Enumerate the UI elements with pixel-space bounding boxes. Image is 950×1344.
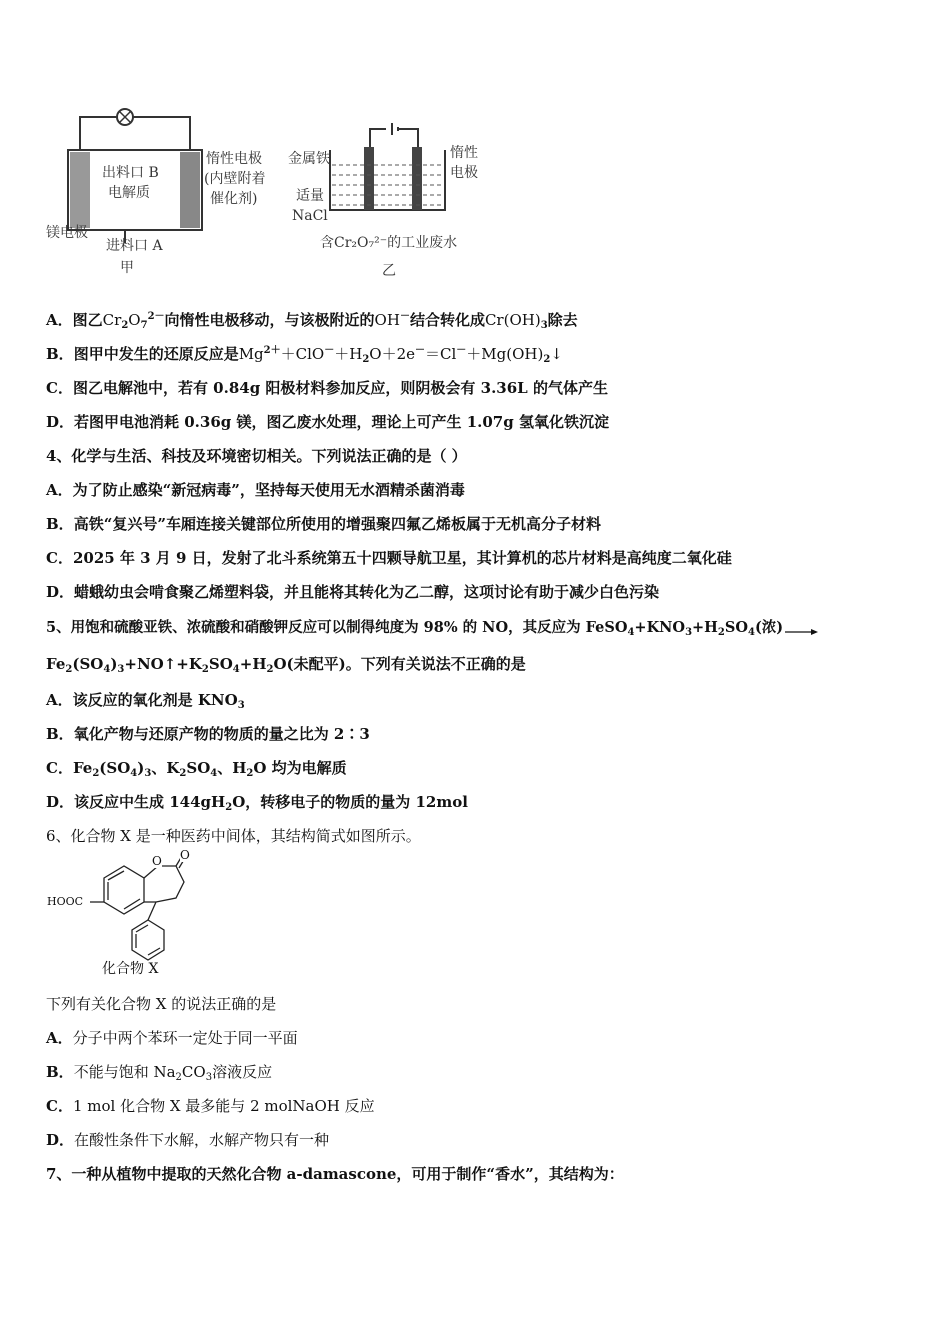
q5-option-d: D．该反应中生成 $144gH_2O$，转移电子的物质的量为 12mol xyxy=(46,793,468,813)
svg-text:电极: 电极 xyxy=(450,165,478,181)
inert-electrode xyxy=(180,152,200,228)
q6-option-b: B．不能与饱和 $Na_2CO_3$溶液反应 xyxy=(46,1063,273,1083)
q3-option-a: A．图乙$Cr_2O_7^{2-}$向惰性电极移动，与该极附近的OH－结合转化成$Cr(OH)_3$除去 xyxy=(46,311,578,331)
mg-label: 镁电极 xyxy=(46,225,88,241)
wastewater-label: 含Cr₂O₇²⁻的工业废水 xyxy=(320,235,458,251)
q5-option-c: C．$Fe_2(SO_4)_3$、$K_2SO_4$、$H_2O$ 均为电解质 xyxy=(46,759,347,779)
caption-yi: 乙 xyxy=(382,263,396,279)
q6-option-c: C．1 mol 化合物 X 最多能与 2 molNaOH 反应 xyxy=(46,1097,375,1115)
q7-stem: 7、一种从植物中提取的天然化合物 a-damascone，可用于制作“香水”，其结构为： xyxy=(46,1165,624,1183)
q6-option-d: D．在酸性条件下水解，水解产物只有一种 xyxy=(46,1131,330,1149)
q4-option-a: A．为了防止感染“新冠病毒”，坚持每天使用无水酒精杀菌消毒 xyxy=(46,481,465,499)
iron-electrode xyxy=(364,147,374,210)
svg-text:金属铁: 金属铁 xyxy=(288,151,330,167)
compound-caption: 化合物 X xyxy=(102,961,159,977)
reaction-arrow-icon xyxy=(785,623,819,633)
q3-option-b: B．图甲中发生的还原反应是$Mg^{2+}+ClO^-+H_2O+2e^-=Cl^-+Mg(OH)_2↓$ xyxy=(46,345,563,365)
q5-stem-line2: $Fe_2(SO_4)_3+NO↑+K_2SO_4+H_2O$(未配平)。下列有关说法不正确的是 xyxy=(46,655,526,675)
svg-text:惰性: 惰性 xyxy=(450,145,478,161)
compound-x-structure xyxy=(44,848,204,980)
q4-option-b: B．高铁“复兴号”车厢连接关键部位所使用的增强聚四氟乙烯板属于无机高分子材料 xyxy=(46,515,601,533)
electrolyte-label: 电解质 xyxy=(108,185,150,201)
q4-stem: 4、化学与生活、科技及环境密切相关。下列说法正确的是（ ） xyxy=(46,447,467,465)
q3-option-c: C．图乙电解池中，若有 0.84g 阳极材料参加反应，则阴极会有 3.36L 的气体产生 xyxy=(46,379,608,397)
svg-text:(内壁附着: (内壁附着 xyxy=(204,171,266,187)
q4-option-c: C．2025 年 3 月 9 日，发射了北斗系统第五十四颗导航卫星，其计算机的芯片材料是高纯度二氧化硅 xyxy=(46,549,732,567)
q5-stem-line1: 5、用饱和硫酸亚铁、浓硫酸和硝酸钾反应可以制得纯度为 98% 的 NO，其反应为 $FeSO_4+KNO_3+H_2SO_4$(浓) xyxy=(46,618,819,638)
svg-text:惰性电极: 惰性电极 xyxy=(206,151,262,167)
electrochem-figure xyxy=(40,95,500,285)
q5-option-a: A．该反应的氧化剂是 $KNO_3$ xyxy=(46,691,245,711)
q5-option-b: B．氧化产物与还原产物的物质的量之比为 2∶3 xyxy=(46,725,370,743)
outlet-label: 出料口 B xyxy=(102,165,159,181)
inert-electrode-yi xyxy=(412,147,422,210)
svg-text:适量: 适量 xyxy=(296,188,324,204)
q6-option-a: A．分子中两个苯环一定处于同一平面 xyxy=(46,1029,298,1047)
cell-yi xyxy=(330,123,445,210)
q6-sub-stem: 下列有关化合物 X 的说法正确的是 xyxy=(46,995,277,1013)
mg-electrode xyxy=(70,152,90,228)
svg-text:催化剂): 催化剂) xyxy=(210,191,258,207)
carbonyl-oxygen-label: O xyxy=(180,848,190,862)
ring-oxygen-label: O xyxy=(152,854,162,868)
inlet-label: 进料口 A xyxy=(106,238,163,254)
q3-option-d: D．若图甲电池消耗 0.36g 镁，图乙废水处理，理论上可产生 1.07g 氢氧化铁沉淀 xyxy=(46,413,609,431)
q6-stem: 6、化合物 X 是一种医药中间体，其结构简式如图所示。 xyxy=(46,827,421,845)
caption-jia: 甲 xyxy=(120,260,134,276)
svg-text:NaCl: NaCl xyxy=(292,208,328,224)
cooh-label: HOOC xyxy=(47,895,84,908)
q4-option-d: D．蜡蛾幼虫会啃食聚乙烯塑料袋，并且能将其转化为乙二醇，这项讨论有助于减少白色污染 xyxy=(46,583,660,601)
